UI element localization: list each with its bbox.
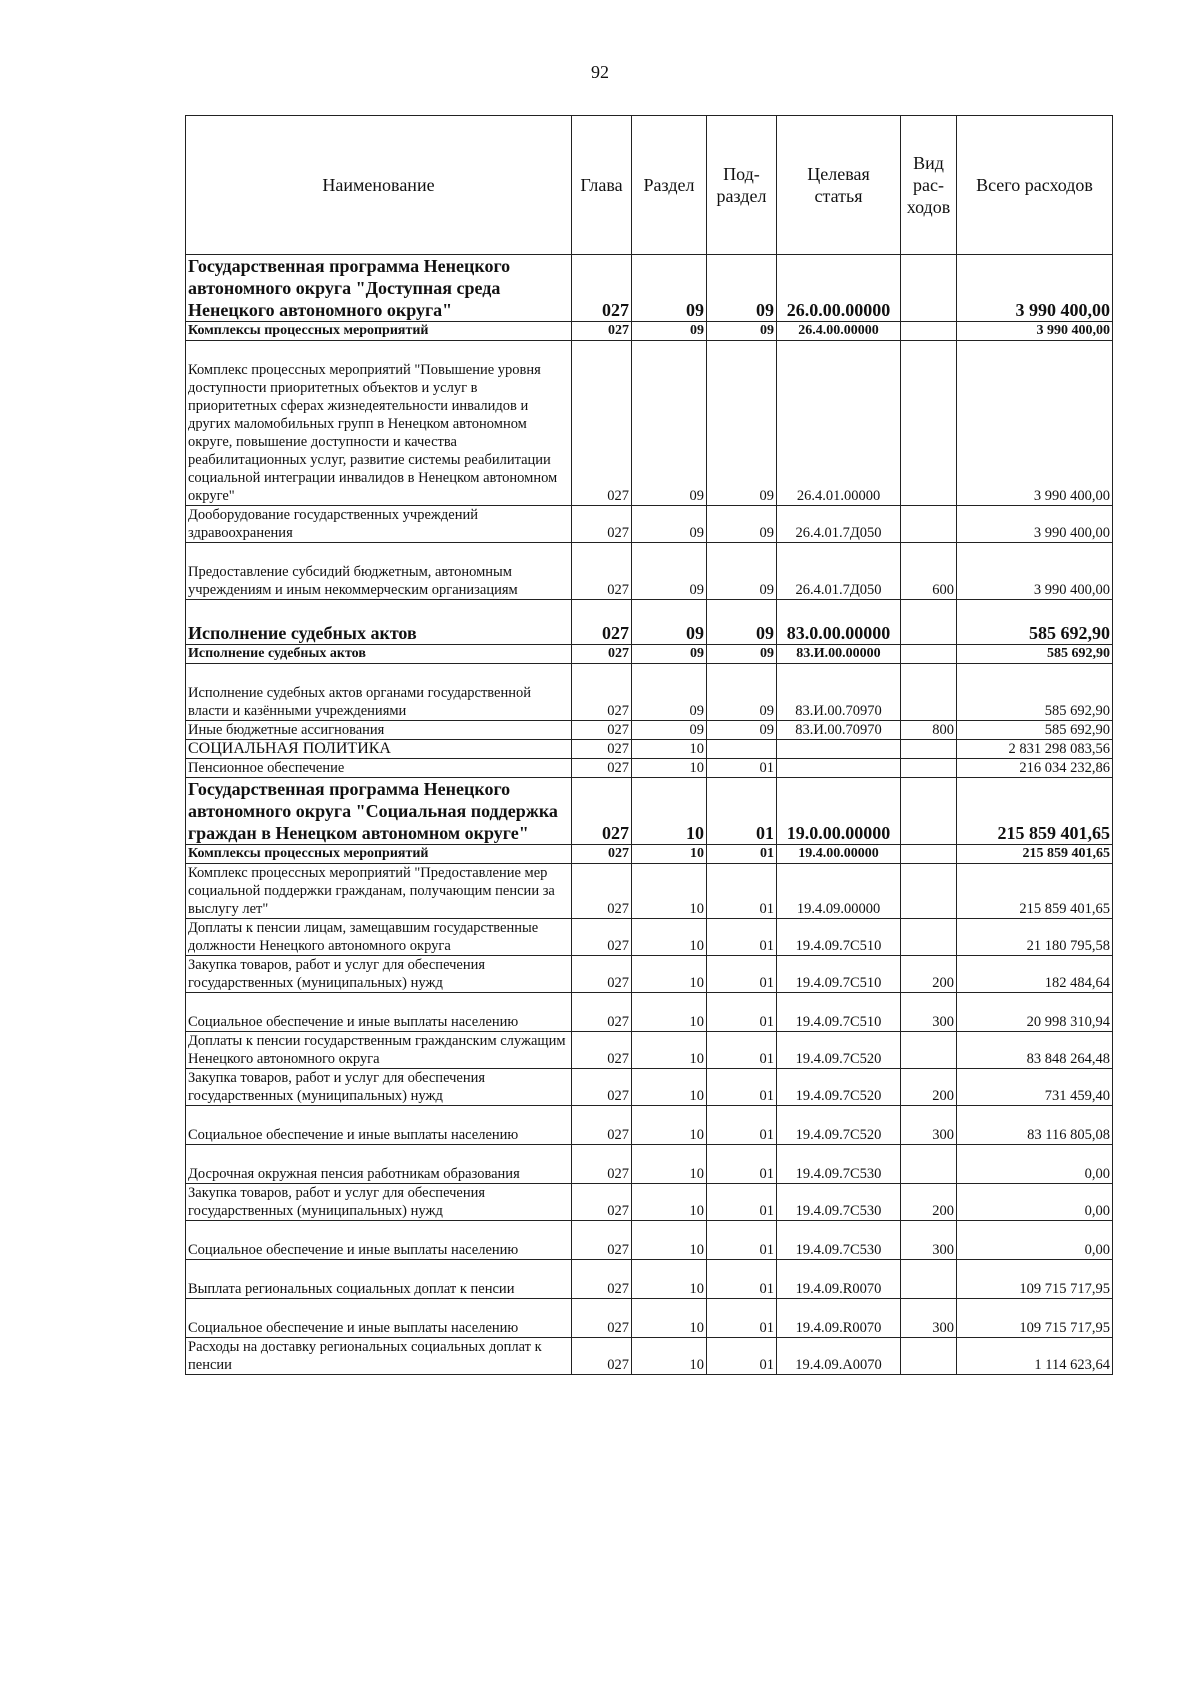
table-body [186, 255, 1113, 1375]
cell-podrazdel: 09 [707, 721, 777, 740]
cell-glava: 027 [572, 1221, 632, 1260]
cell-total: 1 114 623,64 [957, 1338, 1113, 1375]
cell-podrazdel: 09 [707, 341, 777, 506]
cell-razdel: 09 [632, 322, 707, 341]
cell-total: 0,00 [957, 1221, 1113, 1260]
cell-total: 109 715 717,95 [957, 1260, 1113, 1299]
cell-podrazdel: 01 [707, 1032, 777, 1069]
cell-glava: 027 [572, 664, 632, 721]
page-number: 92 [591, 62, 609, 82]
cell-razdel: 09 [632, 645, 707, 664]
cell-vid [901, 778, 957, 845]
cell-podrazdel: 09 [707, 645, 777, 664]
cell-target: 19.4.09.7С510 [777, 919, 901, 956]
cell-podrazdel: 01 [707, 1184, 777, 1221]
cell-vid [901, 864, 957, 919]
cell-glava: 027 [572, 1299, 632, 1338]
cell-target: 83.И.00.00000 [777, 645, 901, 664]
table-row [186, 1338, 1113, 1375]
cell-name: Комплексы процессных мероприятий [186, 845, 572, 864]
cell-vid [901, 600, 957, 645]
cell-total: 20 998 310,94 [957, 993, 1113, 1032]
cell-target: 19.4.09.00000 [777, 864, 901, 919]
cell-total: 585 692,90 [957, 721, 1113, 740]
cell-name: Государственная программа Ненецкого автономного округа "Доступная среда Ненецкого автономного округа" [186, 255, 572, 322]
cell-target: 19.4.09.R0070 [777, 1299, 901, 1338]
cell-razdel: 10 [632, 1069, 707, 1106]
cell-podrazdel: 01 [707, 845, 777, 864]
header-glava: Глава [572, 116, 632, 255]
cell-vid [901, 645, 957, 664]
cell-target: 19.4.09.7С530 [777, 1221, 901, 1260]
cell-razdel: 10 [632, 993, 707, 1032]
table-row [186, 255, 1113, 322]
cell-name: Комплекс процессных мероприятий "Повышение уровня доступности приоритетных объектов и услуг в приоритетных сферах жизнедеятельности инвалидов и других маломобильных групп в Ненецком автономном округе, повышение доступности и качества реабилитационных услуг, развитие системы реабилитации социальной интеграции инвалидов в Ненецком автономном округе" [186, 341, 572, 506]
table-row [186, 1221, 1113, 1260]
cell-glava: 027 [572, 506, 632, 543]
table-row [186, 1260, 1113, 1299]
cell-vid [901, 255, 957, 322]
cell-podrazdel: 09 [707, 255, 777, 322]
cell-vid [901, 1145, 957, 1184]
cell-name: Иные бюджетные ассигнования [186, 721, 572, 740]
table-row [186, 864, 1113, 919]
cell-razdel: 10 [632, 740, 707, 759]
table-row [186, 740, 1113, 759]
cell-vid [901, 1032, 957, 1069]
cell-razdel: 10 [632, 759, 707, 778]
cell-podrazdel: 01 [707, 1221, 777, 1260]
table-row [186, 956, 1113, 993]
cell-total: 585 692,90 [957, 600, 1113, 645]
cell-total: 216 034 232,86 [957, 759, 1113, 778]
table-row [186, 1145, 1113, 1184]
cell-vid [901, 1338, 957, 1375]
cell-podrazdel: 01 [707, 956, 777, 993]
cell-name: Закупка товаров, работ и услуг для обеспечения государственных (муниципальных) нужд [186, 1069, 572, 1106]
cell-razdel: 10 [632, 956, 707, 993]
cell-vid: 200 [901, 1184, 957, 1221]
cell-glava: 027 [572, 1184, 632, 1221]
cell-target: 19.4.09.А0070 [777, 1338, 901, 1375]
cell-razdel: 09 [632, 255, 707, 322]
table-row [186, 919, 1113, 956]
cell-target: 26.4.00.00000 [777, 322, 901, 341]
cell-total: 215 859 401,65 [957, 778, 1113, 845]
cell-razdel: 10 [632, 1184, 707, 1221]
cell-name: Закупка товаров, работ и услуг для обеспечения государственных (муниципальных) нужд [186, 1184, 572, 1221]
cell-target: 19.0.00.00000 [777, 778, 901, 845]
cell-razdel: 10 [632, 1106, 707, 1145]
cell-razdel: 10 [632, 845, 707, 864]
cell-vid [901, 341, 957, 506]
cell-target: 19.4.09.7С520 [777, 1106, 901, 1145]
header-name: Наименование [186, 116, 572, 255]
cell-razdel: 09 [632, 341, 707, 506]
cell-total: 3 990 400,00 [957, 543, 1113, 600]
cell-glava: 027 [572, 919, 632, 956]
cell-name: Социальное обеспечение и иные выплаты населению [186, 1106, 572, 1145]
cell-name: Социальное обеспечение и иные выплаты населению [186, 1299, 572, 1338]
cell-vid [901, 322, 957, 341]
cell-razdel: 10 [632, 1338, 707, 1375]
cell-total: 83 116 805,08 [957, 1106, 1113, 1145]
cell-target [777, 759, 901, 778]
cell-glava: 027 [572, 1260, 632, 1299]
cell-target: 19.4.09.7С520 [777, 1069, 901, 1106]
cell-total: 109 715 717,95 [957, 1299, 1113, 1338]
cell-podrazdel: 09 [707, 664, 777, 721]
cell-target: 19.4.09.7С530 [777, 1184, 901, 1221]
cell-podrazdel: 09 [707, 543, 777, 600]
table-row [186, 600, 1113, 645]
cell-total: 585 692,90 [957, 664, 1113, 721]
cell-vid: 800 [901, 721, 957, 740]
cell-target: 26.0.00.00000 [777, 255, 901, 322]
cell-podrazdel: 09 [707, 600, 777, 645]
cell-vid [901, 1260, 957, 1299]
cell-glava: 027 [572, 864, 632, 919]
cell-glava: 027 [572, 1069, 632, 1106]
cell-razdel: 09 [632, 721, 707, 740]
cell-name: Закупка товаров, работ и услуг для обеспечения государственных (муниципальных) нужд [186, 956, 572, 993]
cell-target: 19.4.09.7С510 [777, 956, 901, 993]
cell-name: Исполнение судебных актов органами государственной власти и казёнными учреждениями [186, 664, 572, 721]
cell-target [777, 740, 901, 759]
cell-name: Пенсионное обеспечение [186, 759, 572, 778]
cell-vid [901, 664, 957, 721]
cell-podrazdel: 01 [707, 1338, 777, 1375]
cell-name: Досрочная окружная пенсия работникам образования [186, 1145, 572, 1184]
table-row [186, 1299, 1113, 1338]
cell-vid: 600 [901, 543, 957, 600]
cell-podrazdel: 01 [707, 1145, 777, 1184]
cell-razdel: 10 [632, 864, 707, 919]
table-row [186, 721, 1113, 740]
cell-vid: 300 [901, 993, 957, 1032]
table-row [186, 543, 1113, 600]
header-vid: Вид рас- ходов [901, 116, 957, 255]
cell-target: 19.4.09.R0070 [777, 1260, 901, 1299]
table-header-row [186, 116, 1113, 255]
cell-name: Выплата региональных социальных доплат к пенсии [186, 1260, 572, 1299]
cell-total: 3 990 400,00 [957, 322, 1113, 341]
cell-glava: 027 [572, 993, 632, 1032]
cell-podrazdel: 01 [707, 993, 777, 1032]
cell-total: 21 180 795,58 [957, 919, 1113, 956]
table-row [186, 664, 1113, 721]
cell-vid [901, 759, 957, 778]
cell-podrazdel: 01 [707, 864, 777, 919]
cell-target: 19.4.00.00000 [777, 845, 901, 864]
cell-vid: 200 [901, 956, 957, 993]
cell-glava: 027 [572, 1338, 632, 1375]
cell-total: 0,00 [957, 1145, 1113, 1184]
cell-podrazdel: 01 [707, 1299, 777, 1338]
cell-name: Доплаты к пенсии лицам, замещавшим государственные должности Ненецкого автономного округа [186, 919, 572, 956]
cell-glava: 027 [572, 645, 632, 664]
cell-total: 215 859 401,65 [957, 864, 1113, 919]
cell-total: 3 990 400,00 [957, 506, 1113, 543]
header-total: Всего расходов [957, 116, 1113, 255]
cell-glava: 027 [572, 341, 632, 506]
cell-target: 19.4.09.7С510 [777, 993, 901, 1032]
cell-target: 19.4.09.7С530 [777, 1145, 901, 1184]
cell-glava: 027 [572, 255, 632, 322]
cell-razdel: 09 [632, 506, 707, 543]
cell-podrazdel: 01 [707, 759, 777, 778]
table-row [186, 778, 1113, 845]
cell-glava: 027 [572, 322, 632, 341]
cell-podrazdel: 01 [707, 778, 777, 845]
cell-razdel: 10 [632, 1260, 707, 1299]
cell-glava: 027 [572, 1032, 632, 1069]
cell-glava: 027 [572, 600, 632, 645]
table-row [186, 845, 1113, 864]
cell-total: 2 831 298 083,56 [957, 740, 1113, 759]
cell-vid [901, 845, 957, 864]
cell-target: 26.4.01.7Д050 [777, 543, 901, 600]
cell-name: Исполнение судебных актов [186, 645, 572, 664]
cell-razdel: 10 [632, 919, 707, 956]
table-row [186, 322, 1113, 341]
cell-vid [901, 740, 957, 759]
cell-name: Расходы на доставку региональных социальных доплат к пенсии [186, 1338, 572, 1375]
table-row [186, 506, 1113, 543]
cell-target: 19.4.09.7С520 [777, 1032, 901, 1069]
cell-name: Доплаты к пенсии государственным гражданским служащим Ненецкого автономного округа [186, 1032, 572, 1069]
cell-target: 26.4.01.00000 [777, 341, 901, 506]
table-row [186, 1069, 1113, 1106]
cell-target: 83.И.00.70970 [777, 664, 901, 721]
cell-name: Дооборудование государственных учреждений здравоохранения [186, 506, 572, 543]
cell-total: 215 859 401,65 [957, 845, 1113, 864]
cell-podrazdel: 09 [707, 506, 777, 543]
cell-target: 26.4.01.7Д050 [777, 506, 901, 543]
header-target: Целевая статья [777, 116, 901, 255]
cell-podrazdel: 01 [707, 1069, 777, 1106]
cell-glava: 027 [572, 721, 632, 740]
cell-name: Комплексы процессных мероприятий [186, 322, 572, 341]
cell-glava: 027 [572, 778, 632, 845]
table-row [186, 1032, 1113, 1069]
cell-glava: 027 [572, 956, 632, 993]
cell-glava: 027 [572, 543, 632, 600]
cell-target: 83.И.00.70970 [777, 721, 901, 740]
cell-razdel: 10 [632, 1145, 707, 1184]
table-row [186, 1184, 1113, 1221]
cell-vid: 300 [901, 1221, 957, 1260]
table-row [186, 645, 1113, 664]
cell-vid: 300 [901, 1299, 957, 1338]
cell-glava: 027 [572, 740, 632, 759]
table-row [186, 341, 1113, 506]
header-razdel: Раздел [632, 116, 707, 255]
cell-podrazdel: 01 [707, 919, 777, 956]
cell-name: Комплекс процессных мероприятий "Предоставление мер социальной поддержки гражданам, получающим пенсии за выслугу лет" [186, 864, 572, 919]
cell-razdel: 10 [632, 778, 707, 845]
cell-vid [901, 919, 957, 956]
cell-vid: 200 [901, 1069, 957, 1106]
cell-razdel: 10 [632, 1221, 707, 1260]
cell-total: 182 484,64 [957, 956, 1113, 993]
cell-total: 585 692,90 [957, 645, 1113, 664]
header-podrazdel: Под- раздел [707, 116, 777, 255]
cell-total: 3 990 400,00 [957, 255, 1113, 322]
cell-razdel: 09 [632, 543, 707, 600]
cell-podrazdel: 09 [707, 322, 777, 341]
cell-razdel: 09 [632, 600, 707, 645]
table-row [186, 1106, 1113, 1145]
cell-name: Исполнение судебных актов [186, 600, 572, 645]
cell-glava: 027 [572, 759, 632, 778]
cell-podrazdel: 01 [707, 1260, 777, 1299]
cell-name: Социальное обеспечение и иные выплаты населению [186, 993, 572, 1032]
budget-table [185, 115, 1113, 1375]
cell-total: 0,00 [957, 1184, 1113, 1221]
cell-razdel: 09 [632, 664, 707, 721]
cell-podrazdel: 01 [707, 1106, 777, 1145]
cell-vid [901, 506, 957, 543]
cell-name: СОЦИАЛЬНАЯ ПОЛИТИКА [186, 740, 572, 759]
cell-vid: 300 [901, 1106, 957, 1145]
cell-razdel: 10 [632, 1299, 707, 1338]
table-row [186, 759, 1113, 778]
cell-razdel: 10 [632, 1032, 707, 1069]
cell-target: 83.0.00.00000 [777, 600, 901, 645]
cell-name: Предоставление субсидий бюджетным, автономным учреждениям и иным некоммерческим организациям [186, 543, 572, 600]
cell-total: 731 459,40 [957, 1069, 1113, 1106]
cell-glava: 027 [572, 845, 632, 864]
cell-glava: 027 [572, 1106, 632, 1145]
cell-podrazdel [707, 740, 777, 759]
cell-name: Государственная программа Ненецкого автономного округа "Социальная поддержка граждан в Ненецком автономном округе" [186, 778, 572, 845]
cell-name: Социальное обеспечение и иные выплаты населению [186, 1221, 572, 1260]
cell-glava: 027 [572, 1145, 632, 1184]
cell-total: 3 990 400,00 [957, 341, 1113, 506]
cell-total: 83 848 264,48 [957, 1032, 1113, 1069]
table-row [186, 993, 1113, 1032]
